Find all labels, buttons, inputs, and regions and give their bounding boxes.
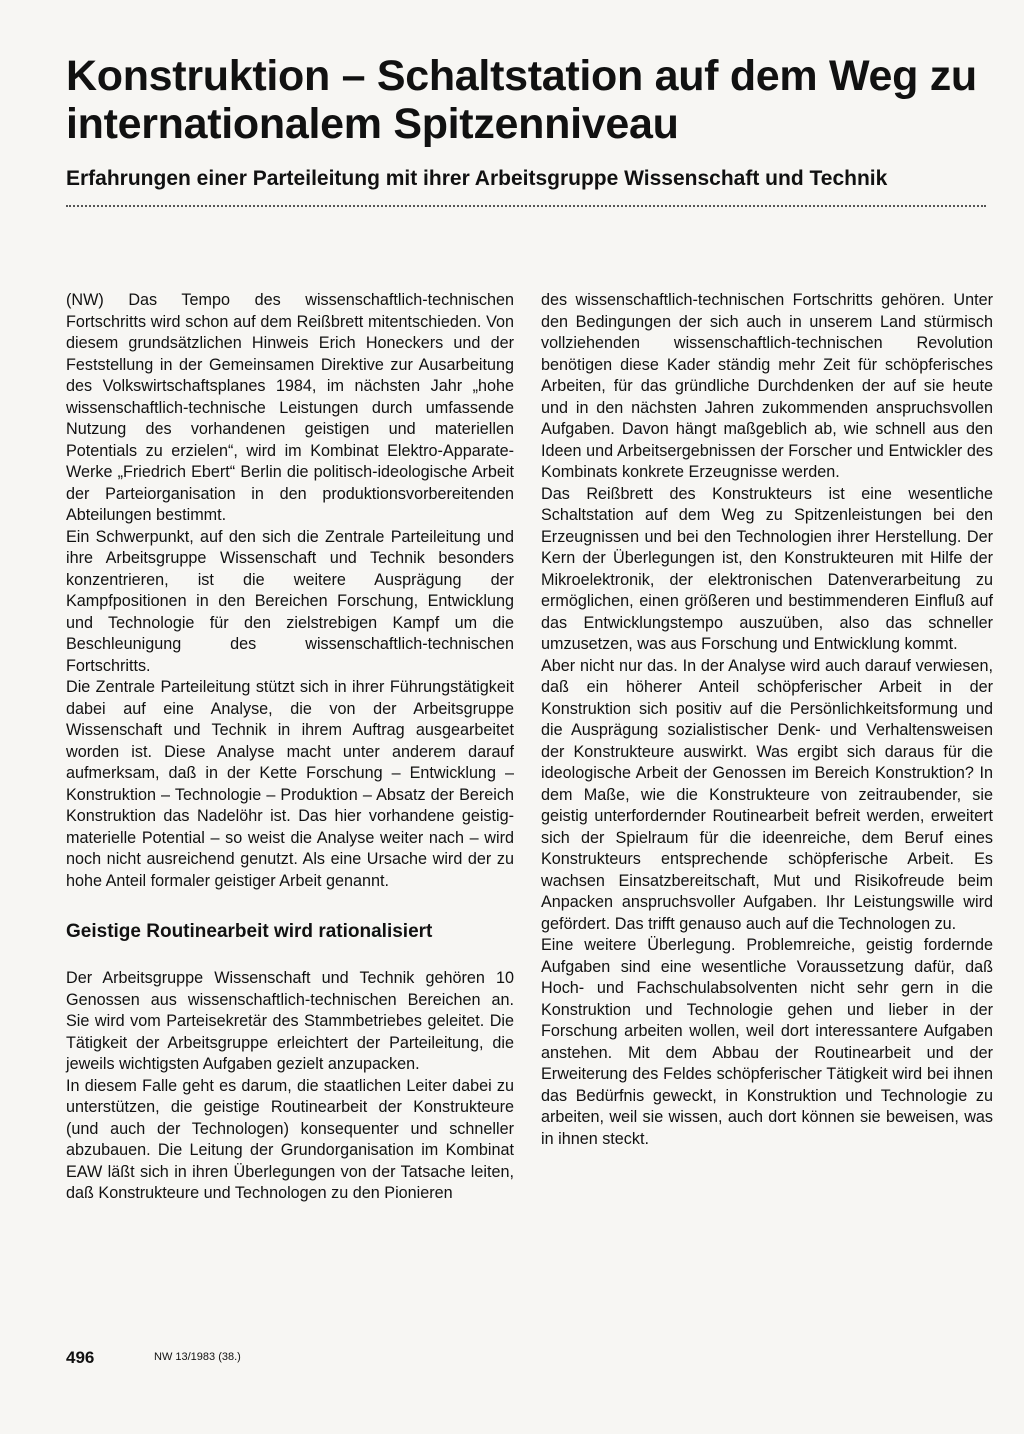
- paragraph: Die Zentrale Parteileitung stützt sich in ihrer Führungstätigkeit dabei auf eine Analyse, die von der Arbeitsgruppe Wissenschaft und Technik in ihrem Auftrag ausgearbeitet worden ist. Diese Analyse macht unter anderem darauf aufmerksam, daß in der Kette Forschung – Entwicklung – Konstruktion – Technologie – Produktion – Absatz der Bereich Konstruktion das Nadelöhr ist. Das hier vorhandene geistig-materielle Potential – so weist die Analyse weiter nach – wird noch nicht ausreichend genutzt. Als eine Ursache wird der zu hohe Anteil formaler geistiger Arbeit genannt.: [66, 678, 514, 890]
- right-column: [541, 290, 993, 1150]
- paragraph: (NW) Das Tempo des wissenschaftlich-technischen Fortschritts wird schon auf dem Reißbrett mitentschieden. Von diesem grundsätzlichen Hinweis Erich Honeckers und der Feststellung in der Gemeinsamen Direktive zur Ausarbeitung des Volkswirtschaftsplanes 1984, im nächsten Jahr „hohe wissenschaftlich-technische Leistungen durch umfassende Nutzung des vorhandenen geistigen und materiellen Potentials zu erzielen“, wird im Kombinat Elektro-Apparate-Werke „Friedrich Ebert“ Berlin die politisch-ideologische Arbeit der Parteiorganisation in den produktionsvorbereitenden Abteilungen bestimmt.: [66, 291, 514, 524]
- section-heading: Geistige Routinearbeit wird rationalisiert: [66, 921, 433, 942]
- paragraph: des wissenschaftlich-technischen Fortschritts gehören. Unter den Bedingungen der sich auch in unserem Land stürmisch vollziehenden wissenschaftlich-technischen Revolution benötigen diese Kader ständig mehr Zeit für schöpferisches Arbeiten, für das gründliche Durchdenken der auf sie heute und in den nächsten Jahren zukommenden anspruchsvollen Aufgaben. Davon hängt maßgeblich ab, wie schnell aus den Ideen und Arbeitsergebnissen der Forscher und Entwickler des Kombinats konkrete Erzeugnisse werden.: [541, 291, 993, 481]
- headline: Konstruktion – Schaltstation auf dem Weg zu internationalem Spitzenniveau: [66, 52, 977, 148]
- subtitle: Erfahrungen einer Parteileitung mit ihrer Arbeitsgruppe Wissenschaft und Technik: [66, 167, 888, 190]
- paragraph: Das Reißbrett des Konstrukteurs ist eine wesentliche Schaltstation auf dem Weg zu Spitzenleistungen bei den Erzeugnissen und bei den Technologien ihrer Herstellung. Der Kern der Überlegungen ist, den Konstrukteuren mit Hilfe der Mikroelektronik, der elektronischen Datenverarbeitung zu ermöglichen, einen größeren und bestimmenderen Einfluß auf das Entwicklungstempo auszuüben, also das schneller umzusetzen, was aus Forschung und Entwicklung kommt.: [541, 484, 993, 653]
- paragraph: Der Arbeitsgruppe Wissenschaft und Technik gehören 10 Genossen aus wissenschaftlich-technischen Bereichen an. Sie wird vom Parteisekretär des Stammbetriebes geleitet. Die Tätigkeit der Arbeitsgruppe erleichtert der Parteileitung, die jeweils wichtigsten Aufgaben gezielt anzupacken.: [66, 969, 514, 1073]
- page-number: 496: [66, 1348, 95, 1367]
- title-divider: [66, 205, 986, 207]
- left-column: [66, 290, 514, 1205]
- paragraph: In diesem Falle geht es darum, die staatlichen Leiter dabei zu unterstützen, die geistige Routinearbeit der Konstrukteure (und auch der Technologen) konsequenter und schneller abzubauen. Die Leitung der Grundorganisation im Kombinat EAW läßt sich in ihren Überlegungen von der Tatsache leiten, daß Konstrukteure und Technologen zu den Pionieren: [66, 1076, 514, 1202]
- issue-label: NW 13/1983 (38.): [154, 1351, 241, 1363]
- paragraph: Ein Schwerpunkt, auf den sich die Zentrale Parteileitung und ihre Arbeitsgruppe Wissenschaft und Technik besonders konzentrieren, ist die weitere Ausprägung der Kampfpositionen in den Bereichen Forschung, Entwicklung und Technologie für den zielstrebigen Kampf um die Beschleunigung des wissenschaftlich-technischen Fortschritts.: [66, 527, 514, 675]
- paragraph: Eine weitere Überlegung. Problemreiche, geistig fordernde Aufgaben sind eine wesentliche Voraussetzung dafür, daß Hoch- und Fachschulabsolventen nicht sehr gern in die Konstruktion und Technologie gehen und lieber in der Forschung arbeiten wollen, weil dort interessantere Aufgaben anstehen. Mit dem Abbau der Routinearbeit und der Erweiterung des Feldes schöpferischer Tätigkeit wird bei ihnen das Bedürfnis geweckt, in Konstruktion und Technologie zu arbeiten, weil sie wissen, auch dort können sie beweisen, was in ihnen steckt.: [541, 936, 993, 1148]
- paragraph: Aber nicht nur das. In der Analyse wird auch darauf verwiesen, daß ein höherer Anteil schöpferischer Arbeit in der Konstruktion sich positiv auf die Persönlichkeitsformung und die Ausprägung sozialistischer Denk- und Verhaltensweisen der Konstrukteure auswirkt. Was ergibt sich daraus für die ideologische Arbeit der Genossen im Bereich Konstruktion? In dem Maße, wie die Konstrukteure von zeitraubender, sie geistig unterfordernder Routinearbeit befreit werden, erweitert sich der Spielraum für die ideenreiche, dem Beruf eines Konstrukteurs entsprechende schöpferische Arbeit. Es wachsen Einsatzbereitschaft, Mut und Risikofreude beim Anpacken anspruchsvoller Aufgaben. Ihr Leistungswille wird gefördert. Das trifft genauso auch auf die Technologen zu.: [541, 656, 993, 933]
